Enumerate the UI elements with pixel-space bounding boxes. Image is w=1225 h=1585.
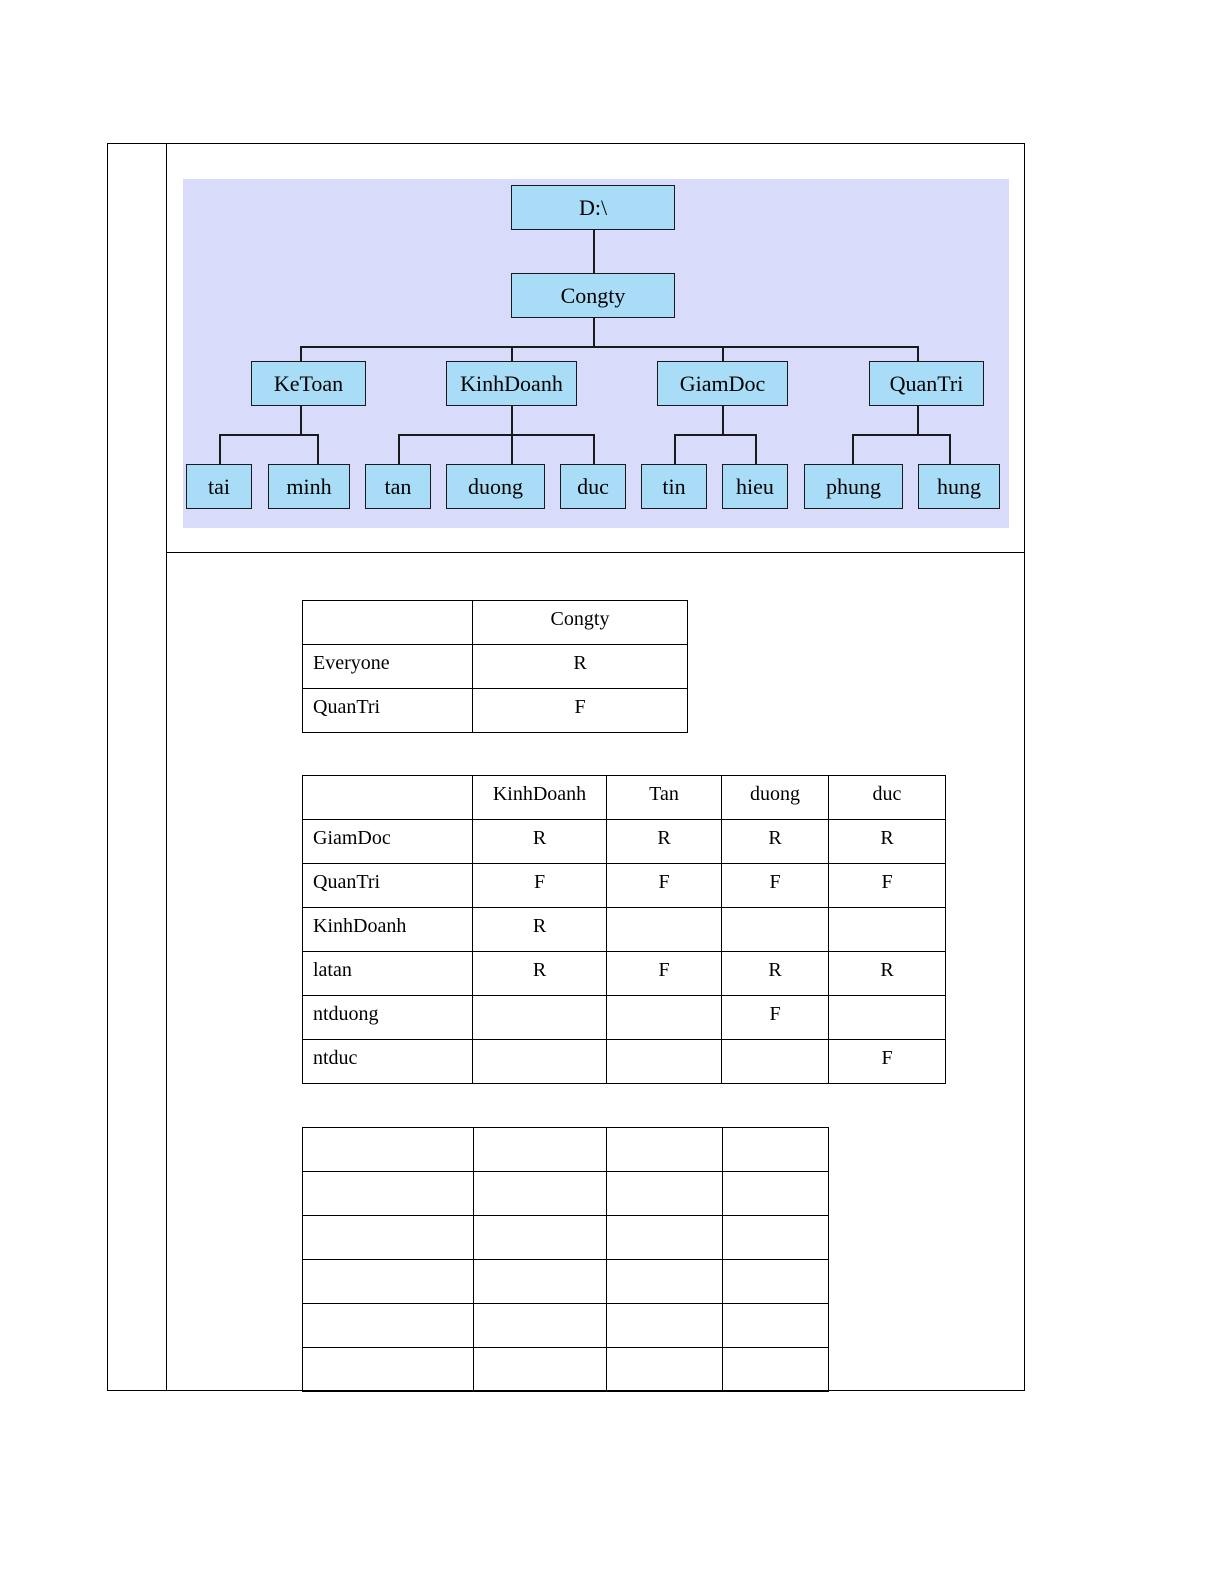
table-cell: F [473,864,607,908]
table-cell: F [722,864,829,908]
connector-line [219,434,319,436]
table-cell [723,1348,829,1392]
node-kinhdoanh: KinhDoanh [446,361,577,406]
table-cell: GiamDoc [303,820,473,864]
table-row [303,908,946,952]
table-cell [829,996,946,1040]
table-row [303,1040,946,1084]
node-congty: Congty [511,273,675,318]
table-row [303,1172,829,1216]
table-cell [607,1260,723,1304]
table-cell [303,1128,474,1172]
table-cell [474,1172,607,1216]
node-ketoan: KeToan [251,361,366,406]
table-row [303,1348,829,1392]
connector-line [398,434,400,465]
connector-line [917,346,919,362]
connector-line [398,434,595,436]
table-cell [474,1348,607,1392]
connector-line [300,346,302,362]
table-cell: R [473,908,607,952]
table-cell [607,996,722,1040]
table-cell: R [607,820,722,864]
table-cell: F [829,1040,946,1084]
table-cell: R [473,820,607,864]
table-cell [607,1128,723,1172]
table-cell: F [473,689,688,733]
table-cell [722,1040,829,1084]
empty-permissions-table [302,1127,829,1392]
table-cell [474,1260,607,1304]
table-cell: R [829,952,946,996]
table-cell: F [722,996,829,1040]
table-cell [607,908,722,952]
table-cell [829,908,946,952]
table-cell [473,1040,607,1084]
permissions-table-congty [302,600,688,733]
table-row [303,689,688,733]
node-user-tan: tan [365,464,431,509]
connector-line [755,434,757,465]
table-header-cell: KinhDoanh [473,776,607,820]
table-cell [723,1260,829,1304]
table-row [303,820,946,864]
table-cell [303,601,473,645]
node-user-hieu: hieu [722,464,788,509]
folder-tree-diagram [183,179,1009,528]
table-cell: R [722,952,829,996]
table-cell: R [829,820,946,864]
connector-line [917,406,919,435]
table-cell: QuanTri [303,689,473,733]
table-cell [722,908,829,952]
node-user-tin: tin [641,464,707,509]
permissions-table-kinhdoanh [302,775,946,1084]
node-user-duc: duc [560,464,626,509]
connector-line [593,318,595,347]
table-cell [607,1348,723,1392]
table-cell: KinhDoanh [303,908,473,952]
table-row [303,1128,829,1172]
table-cell [474,1216,607,1260]
table-cell: F [607,864,722,908]
table-cell [723,1304,829,1348]
table-header-row [303,776,946,820]
table-header-cell: duc [829,776,946,820]
connector-line [852,434,854,465]
table-row [303,1260,829,1304]
table-row [303,952,946,996]
table-cell: QuanTri [303,864,473,908]
table-header-cell: Tan [607,776,722,820]
table-cell: R [473,952,607,996]
connector-line [593,230,595,274]
table-cell: latan [303,952,473,996]
connector-line [511,346,513,362]
node-giamdoc: GiamDoc [657,361,788,406]
table-cell [723,1216,829,1260]
table-cell: R [473,645,688,689]
table-cell: Everyone [303,645,473,689]
connector-line [511,434,513,465]
connector-line [852,434,951,436]
frame-column-divider [166,143,167,1391]
node-user-duong: duong [446,464,545,509]
table-cell: ntduong [303,996,473,1040]
table-cell: F [607,952,722,996]
table-header-cell: Congty [473,601,688,645]
table-cell [473,996,607,1040]
table-cell [303,1304,474,1348]
table-cell: F [829,864,946,908]
table-cell [303,776,473,820]
table-cell [607,1216,723,1260]
connector-line [674,434,757,436]
connector-line [511,406,513,435]
table-cell [723,1172,829,1216]
connector-line [593,434,595,465]
connector-line [722,346,724,362]
connector-line [722,406,724,435]
connector-line [674,434,676,465]
frame-row-divider [166,552,1025,553]
table-row [303,996,946,1040]
table-cell [607,1040,722,1084]
table-header-row [303,601,688,645]
table-cell [303,1172,474,1216]
node-user-phung: phung [804,464,903,509]
table-cell [723,1128,829,1172]
table-cell [303,1348,474,1392]
node-user-minh: minh [268,464,350,509]
node-user-hung: hung [918,464,1000,509]
table-cell [474,1128,607,1172]
table-cell [607,1172,723,1216]
connector-line [300,406,302,435]
table-cell: R [722,820,829,864]
connector-line [300,346,919,348]
table-row [303,864,946,908]
table-row [303,645,688,689]
table-header-cell: duong [722,776,829,820]
connector-line [219,434,221,465]
table-cell [607,1304,723,1348]
node-user-tai: tai [186,464,252,509]
table-cell: ntduc [303,1040,473,1084]
node-root-drive: D:\ [511,185,675,230]
connector-line [317,434,319,465]
table-row [303,1304,829,1348]
table-cell [303,1260,474,1304]
connector-line [949,434,951,465]
table-cell [303,1216,474,1260]
table-row [303,1216,829,1260]
node-quantri: QuanTri [869,361,984,406]
table-cell [474,1304,607,1348]
